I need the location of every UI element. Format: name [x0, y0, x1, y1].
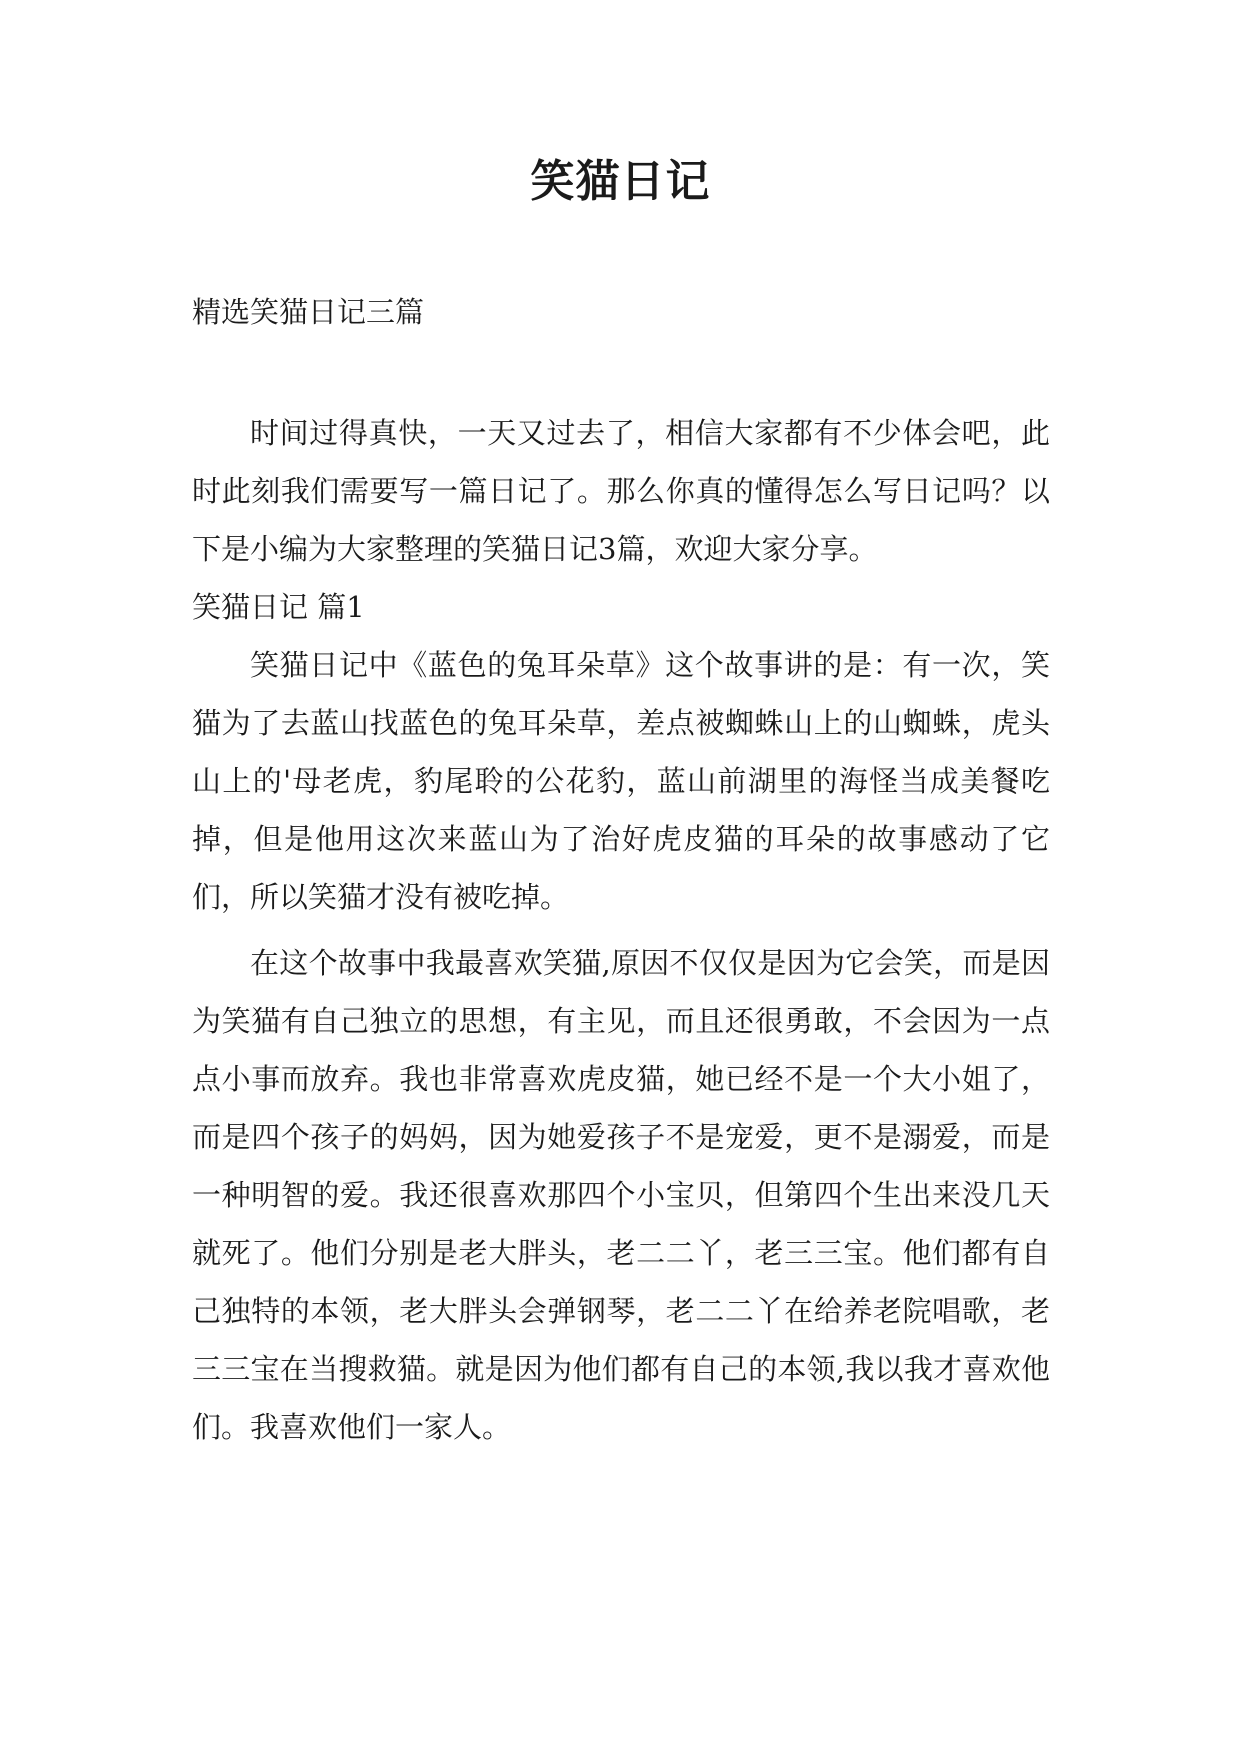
document-subtitle: 精选笑猫日记三篇 — [192, 295, 425, 329]
body-paragraph: 在这个故事中我最喜欢笑猫,原因不仅仅是因为它会笑，而是因为笑猫有自己独立的思想，有主见，而且还很勇敢，不会因为一点点小事而放弃。我也非常喜欢虎皮猫，她已经不是一个大小姐了，而是四个孩子的妈妈，因为她爱孩子不是宠爱，更不是溺爱，而是一种明智的爱。我还很喜欢那四个小宝贝，但第四个生出来没几天就死了。他们分别是老大胖头，老二二丫，老三三宝。他们都有自己独特的本领，老大胖头会弹钢琴，老二二丫在给养老院唱歌，老三三宝在当搜救猫。就是因为他们都有自己的本领,我以我才喜欢他们。我喜欢他们一家人。 — [192, 946, 1050, 1444]
section-heading: 笑猫日记 篇1 — [192, 590, 365, 624]
document-title: 笑猫日记 — [530, 156, 711, 207]
document-body — [192, 404, 1050, 1456]
body-paragraph: 笑猫日记中《蓝色的兔耳朵草》这个故事讲的是：有一次，笑猫为了去蓝山找蓝色的兔耳朵草，差点被蜘蛛山上的山蜘蛛，虎头山上的'母老虎，豹尾聆的公花豹，蓝山前湖里的海怪当成美餐吃掉，但是他用这次来蓝山为了治好虎皮猫的耳朵的故事感动了它们，所以笑猫才没有被吃掉。 — [192, 648, 1050, 914]
intro-paragraph: 时间过得真快，一天又过去了，相信大家都有不少体会吧，此时此刻我们需要写一篇日记了。那么你真的懂得怎么写日记吗？以下是小编为大家整理的笑猫日记3篇，欢迎大家分享。 — [192, 416, 1050, 566]
